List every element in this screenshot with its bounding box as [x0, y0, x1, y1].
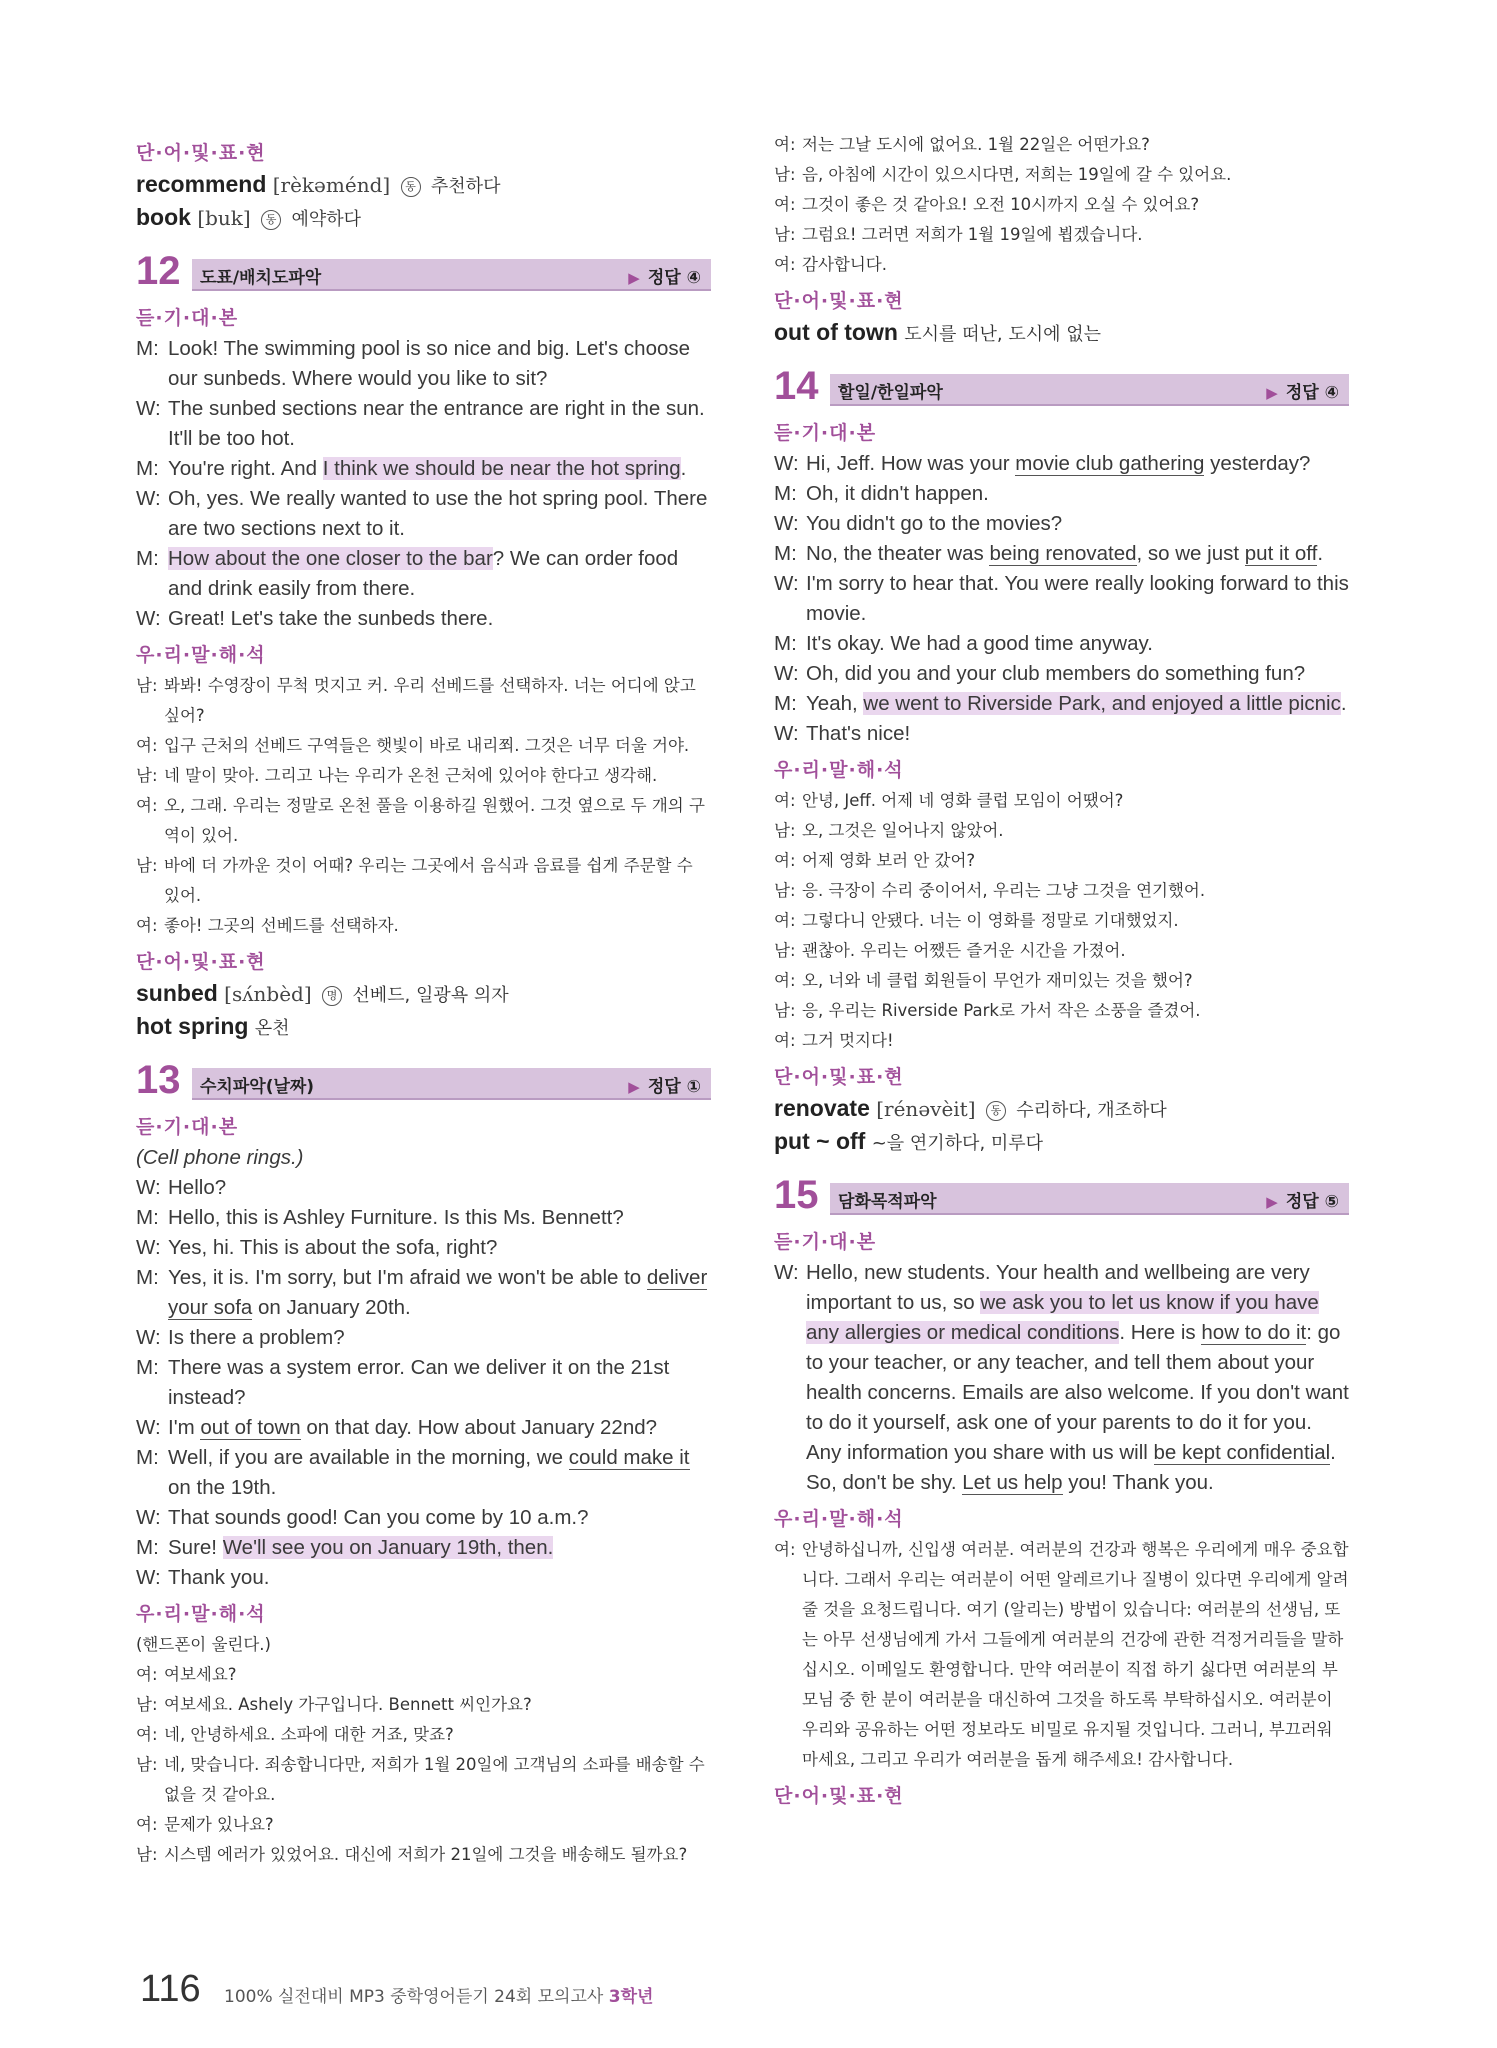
- dialogue-line: W: Is there a problem?: [136, 1326, 345, 1349]
- page-number: 116: [140, 1968, 201, 2010]
- translation-lines: [136, 1630, 711, 1870]
- translation-line: 남: 그럼요! 그러면 저희가 1월 19일에 뵙겠습니다.: [774, 225, 1143, 244]
- highlighted-phrase: We'll see you on January 19th, then.: [222, 1536, 554, 1559]
- underlined-phrase: how to do it: [1201, 1321, 1307, 1344]
- translation-line: 남: 응. 극장이 수리 중이어서, 우리는 그냥 그것을 연기했어.: [774, 881, 1206, 900]
- script-lines: [774, 1258, 1349, 1498]
- dialogue-line: W: Great! Let's take the sunbeds there.: [136, 607, 494, 630]
- question-14-header: [774, 364, 1349, 412]
- vocab-entry: book [buk] 동 예약하다: [136, 204, 362, 230]
- translation-line: 여: 좋아! 그곳의 선베드를 선택하자.: [136, 916, 399, 935]
- translation-line: 남: 네 말이 맞아. 그리고 나는 우리가 온천 근처에 있어야 한다고 생각해.: [136, 766, 658, 785]
- translation-line: 여: 어제 영화 보러 안 갔어?: [774, 851, 976, 870]
- question-category: 도표/배치도파악: [200, 268, 322, 288]
- translation-paragraph: 여: 안녕하십니까, 신입생 여러분. 여러분의 건강과 행복은 우리에게 매우 중요합니다. 그래서 우리는 여러분이 어떤 알레르기나 질병이 있다면 우리에게 알려줄 것을 요청드립니다. 여기 (알리는) 방법이 있습니다: 여러분의 선생님, 또는 아무 선생님에게 가서 그들에게 여러분의 건강에 관한 걱정거리들을 말하십시오. 이메일도 환영합니다. 만약 여러분이 직접 하기 싫다면 여러분의 부모님 중 한 분이 여러분을 대신하여 그것을 하도록 부탁하십시오. 여러분이 우리와 공유하는 어떤 정보라도 비밀로 유지될 것입니다. 그러니, 부끄러워 마세요, 그리고 우리가 여러분을 돕게 해주세요! 감사합니다.: [774, 1540, 1349, 1769]
- answer-label: ▶ 정답 ④: [1266, 383, 1339, 403]
- vocab-label: 단·어·및·표·현: [136, 142, 266, 164]
- translation-line: 여: 입구 근처의 선베드 구역들은 햇빛이 바로 내리쬐. 그것은 너무 더울 거야.: [136, 736, 690, 755]
- translation-line: 여: 네, 안녕하세요. 소파에 대한 거죠, 맞죠?: [136, 1725, 454, 1744]
- highlighted-phrase: I think we should be near the hot spring: [322, 457, 681, 480]
- translation-line: 여: 여보세요?: [136, 1665, 237, 1684]
- translation-line: 여: 오, 너와 네 클럽 회원들이 무언가 재미있는 것을 했어?: [774, 971, 1193, 990]
- dialogue-line: M: Yeah, we went to Riverside Park, and enjoyed a little picnic.: [774, 692, 1347, 715]
- underlined-phrase: could make it: [568, 1446, 690, 1469]
- highlighted-phrase: we ask you to let us know if you have any allergies or medical conditions: [806, 1291, 1319, 1344]
- vocab-label: 단·어·및·표·현: [136, 951, 266, 973]
- script-lines: [136, 334, 711, 634]
- vocab-entry: out of town 도시를 떠난, 도시에 없는: [774, 319, 1102, 345]
- translation-label: 우·리·말·해·석: [136, 644, 266, 666]
- question-bar: [192, 1068, 711, 1100]
- question-category: 할일/한일파악: [838, 383, 943, 403]
- dialogue-line: W: That sounds good! Can you come by 10 a.m.?: [136, 1506, 589, 1529]
- translation-line: 남: 시스템 에러가 있었어요. 대신에 저희가 21일에 그것을 배송해도 될까요?: [136, 1845, 688, 1864]
- translation-line: 여: 안녕, Jeff. 어제 네 영화 클럽 모임이 어땠어?: [774, 791, 1124, 810]
- underlined-phrase: put it off: [1244, 542, 1318, 565]
- vocab-entry: put ~ off ~을 연기하다, 미루다: [774, 1128, 1044, 1154]
- stage-direction: (Cell phone rings.): [136, 1146, 304, 1169]
- question-15-header: [774, 1173, 1349, 1221]
- dialogue-line: M: Well, if you are available in the morning, we could make it on the 19th.: [136, 1446, 690, 1499]
- script-label: 듣·기·대·본: [136, 307, 239, 329]
- triangle-icon: ▶: [1266, 384, 1278, 402]
- question-number: 12: [136, 249, 181, 293]
- translation-lines: [774, 786, 1349, 1056]
- question-number: 14: [774, 364, 819, 408]
- triangle-icon: ▶: [1266, 1193, 1278, 1211]
- right-column: [774, 130, 1349, 1812]
- highlighted-phrase: How about the one closer to the bar: [168, 547, 493, 570]
- translation-lines: [774, 130, 1349, 280]
- question-number: 13: [136, 1058, 181, 1102]
- vocab-entry: hot spring 온천: [136, 1013, 290, 1039]
- underlined-phrase: be kept confidential: [1153, 1441, 1331, 1464]
- translation-line: 여: 문제가 있나요?: [136, 1815, 274, 1834]
- translation-line: 남: 오, 그것은 일어나지 않았어.: [774, 821, 1004, 840]
- translation-line: 여: 그렇다니 안됐다. 너는 이 영화를 정말로 기대했었지.: [774, 911, 1179, 930]
- answer-label: ▶ 정답 ①: [628, 1077, 701, 1097]
- question-category: 담화목적파악: [838, 1192, 937, 1212]
- translation-line: 여: 저는 그날 도시에 없어요. 1월 22일은 어떤가요?: [774, 135, 1150, 154]
- translation-line: 남: 네, 맞습니다. 죄송합니다만, 저희가 1월 20일에 고객님의 소파를 배송할 수 없을 것 같아요.: [136, 1755, 705, 1804]
- vocab-entry: renovate [rénəvèit] 동 수리하다, 개조하다: [774, 1095, 1167, 1121]
- left-column: [136, 132, 711, 1870]
- answer-label: ▶ 정답 ④: [628, 268, 701, 288]
- translation-line: 남: 응, 우리는 Riverside Park로 가서 작은 소풍을 즐겼어.: [774, 1001, 1201, 1020]
- dialogue-line: M: Yes, it is. I'm sorry, but I'm afraid we won't be able to deliver your sofa on January 20th.: [136, 1266, 708, 1319]
- question-bar: [830, 1183, 1349, 1215]
- translation-label: 우·리·말·해·석: [774, 1508, 904, 1530]
- dialogue-line: M: Oh, it didn't happen.: [774, 482, 989, 505]
- answer-label: ▶ 정답 ⑤: [1266, 1192, 1339, 1212]
- dialogue-line: W: The sunbed sections near the entrance are right in the sun. It'll be too hot.: [136, 397, 705, 450]
- vocab-label: 단·어·및·표·현: [774, 1785, 904, 1807]
- dialogue-line: M: No, the theater was being renovated, so we just put it off.: [774, 542, 1324, 565]
- question-bar: [192, 259, 711, 291]
- dialogue-line: W: Yes, hi. This is about the sofa, right?: [136, 1236, 498, 1259]
- underlined-phrase: movie club gathering: [1015, 452, 1205, 475]
- translation-line: 여: 그거 멋지다!: [774, 1031, 894, 1050]
- triangle-icon: ▶: [628, 1078, 640, 1096]
- triangle-icon: ▶: [628, 269, 640, 287]
- question-number: 15: [774, 1173, 819, 1217]
- book-title: 100% 실전대비 MP3 중학영어듣기 24회 모의고사 3학년: [224, 1987, 654, 2007]
- vocab-label: 단·어·및·표·현: [774, 1066, 904, 1088]
- translation-lines: [136, 671, 711, 941]
- translation-line: (핸드폰이 울린다.): [136, 1635, 271, 1654]
- dialogue-line: M: Look! The swimming pool is so nice and big. Let's choose our sunbeds. Where would you like to sit?: [136, 337, 691, 390]
- dialogue-line: W: Hi, Jeff. How was your movie club gathering yesterday?: [774, 452, 1311, 475]
- translation-label: 우·리·말·해·석: [136, 1603, 266, 1625]
- underlined-phrase: deliver your sofa: [168, 1266, 708, 1319]
- dialogue-line: M: How about the one closer to the bar? We can order food and drink easily from there.: [136, 547, 679, 600]
- translation-line: 여: 감사합니다.: [774, 255, 887, 274]
- vocab-entry: recommend [rèkəménd] 동 추천하다: [136, 171, 501, 197]
- dialogue-line: M: You're right. And I think we should be near the hot spring.: [136, 457, 687, 480]
- page-footer: [140, 1968, 1040, 2008]
- script-label: 듣·기·대·본: [774, 1231, 877, 1253]
- question-13-header: [136, 1058, 711, 1106]
- dialogue-line: W: Oh, did you and your club members do something fun?: [774, 662, 1306, 685]
- script-lines: [136, 1143, 711, 1593]
- translation-line: 여: 그것이 좋은 것 같아요! 오전 10시까지 오실 수 있어요?: [774, 195, 1200, 214]
- question-12-header: [136, 249, 711, 297]
- dialogue-line: W: I'm sorry to hear that. You were really looking forward to this movie.: [774, 572, 1349, 625]
- dialogue-line: W: I'm out of town on that day. How about January 22nd?: [136, 1416, 658, 1439]
- translation-label: 우·리·말·해·석: [774, 759, 904, 781]
- translation-line: 남: 여보세요. Ashely 가구입니다. Bennett 씨인가요?: [136, 1695, 532, 1714]
- translation-line: 남: 바에 더 가까운 것이 어때? 우리는 그곳에서 음식과 음료를 쉽게 주문할 수 있어.: [136, 856, 693, 905]
- dialogue-line: M: There was a system error. Can we deliver it on the 21st instead?: [136, 1356, 670, 1409]
- dialogue-line: W: That's nice!: [774, 722, 911, 745]
- script-lines: [774, 449, 1349, 749]
- underlined-phrase: being renovated: [989, 542, 1137, 565]
- monologue-paragraph: W: Hello, new students. Your health and wellbeing are very important to us, so we ask you to let us know if you have any allergies or medical conditions. Here is how to do it: go to your teacher, or any teacher, and tell them about your health concerns. Emails are also welcome. If you don't want to do it yourself, ask one of your parents to do it for you. Any information you share with us will be kept confidential. So, don't be shy. Let us help you! Thank you.: [774, 1261, 1349, 1494]
- dialogue-line: M: Hello, this is Ashley Furniture. Is this Ms. Bennett?: [136, 1206, 624, 1229]
- script-label: 듣·기·대·본: [774, 422, 877, 444]
- dialogue-line: W: Hello?: [136, 1176, 227, 1199]
- translation-line: 여: 오, 그래. 우리는 정말로 온천 풀을 이용하길 원했어. 그것 옆으로 두 개의 구역이 있어.: [136, 796, 705, 845]
- dialogue-line: M: Sure! We'll see you on January 19th, then.: [136, 1536, 554, 1559]
- highlighted-phrase: we went to Riverside Park, and enjoyed a little picnic: [863, 692, 1341, 715]
- translation-line: 남: 괜찮아. 우리는 어쨌든 즐거운 시간을 가졌어.: [774, 941, 1126, 960]
- translation-line: 남: 봐봐! 수영장이 무척 멋지고 커. 우리 선베드를 선택하자. 너는 어디에 앉고 싶어?: [136, 676, 696, 725]
- translation-lines: [774, 1535, 1349, 1775]
- underlined-phrase: out of town: [200, 1416, 301, 1439]
- underlined-phrase: Let us help: [962, 1471, 1063, 1494]
- dialogue-line: M: It's okay. We had a good time anyway.: [774, 632, 1153, 655]
- vocab-label: 단·어·및·표·현: [774, 290, 904, 312]
- vocab-entry: sunbed [sʌ́nbèd] 명 선베드, 일광욕 의자: [136, 980, 509, 1006]
- script-label: 듣·기·대·본: [136, 1116, 239, 1138]
- dialogue-line: W: Thank you.: [136, 1566, 270, 1589]
- question-bar: [830, 374, 1349, 406]
- translation-line: 남: 음, 아침에 시간이 있으시다면, 저희는 19일에 갈 수 있어요.: [774, 165, 1232, 184]
- dialogue-line: W: You didn't go to the movies?: [774, 512, 1063, 535]
- dialogue-line: W: Oh, yes. We really wanted to use the hot spring pool. There are two sections next to it.: [136, 487, 708, 540]
- question-category: 수치파악(날짜): [200, 1077, 315, 1097]
